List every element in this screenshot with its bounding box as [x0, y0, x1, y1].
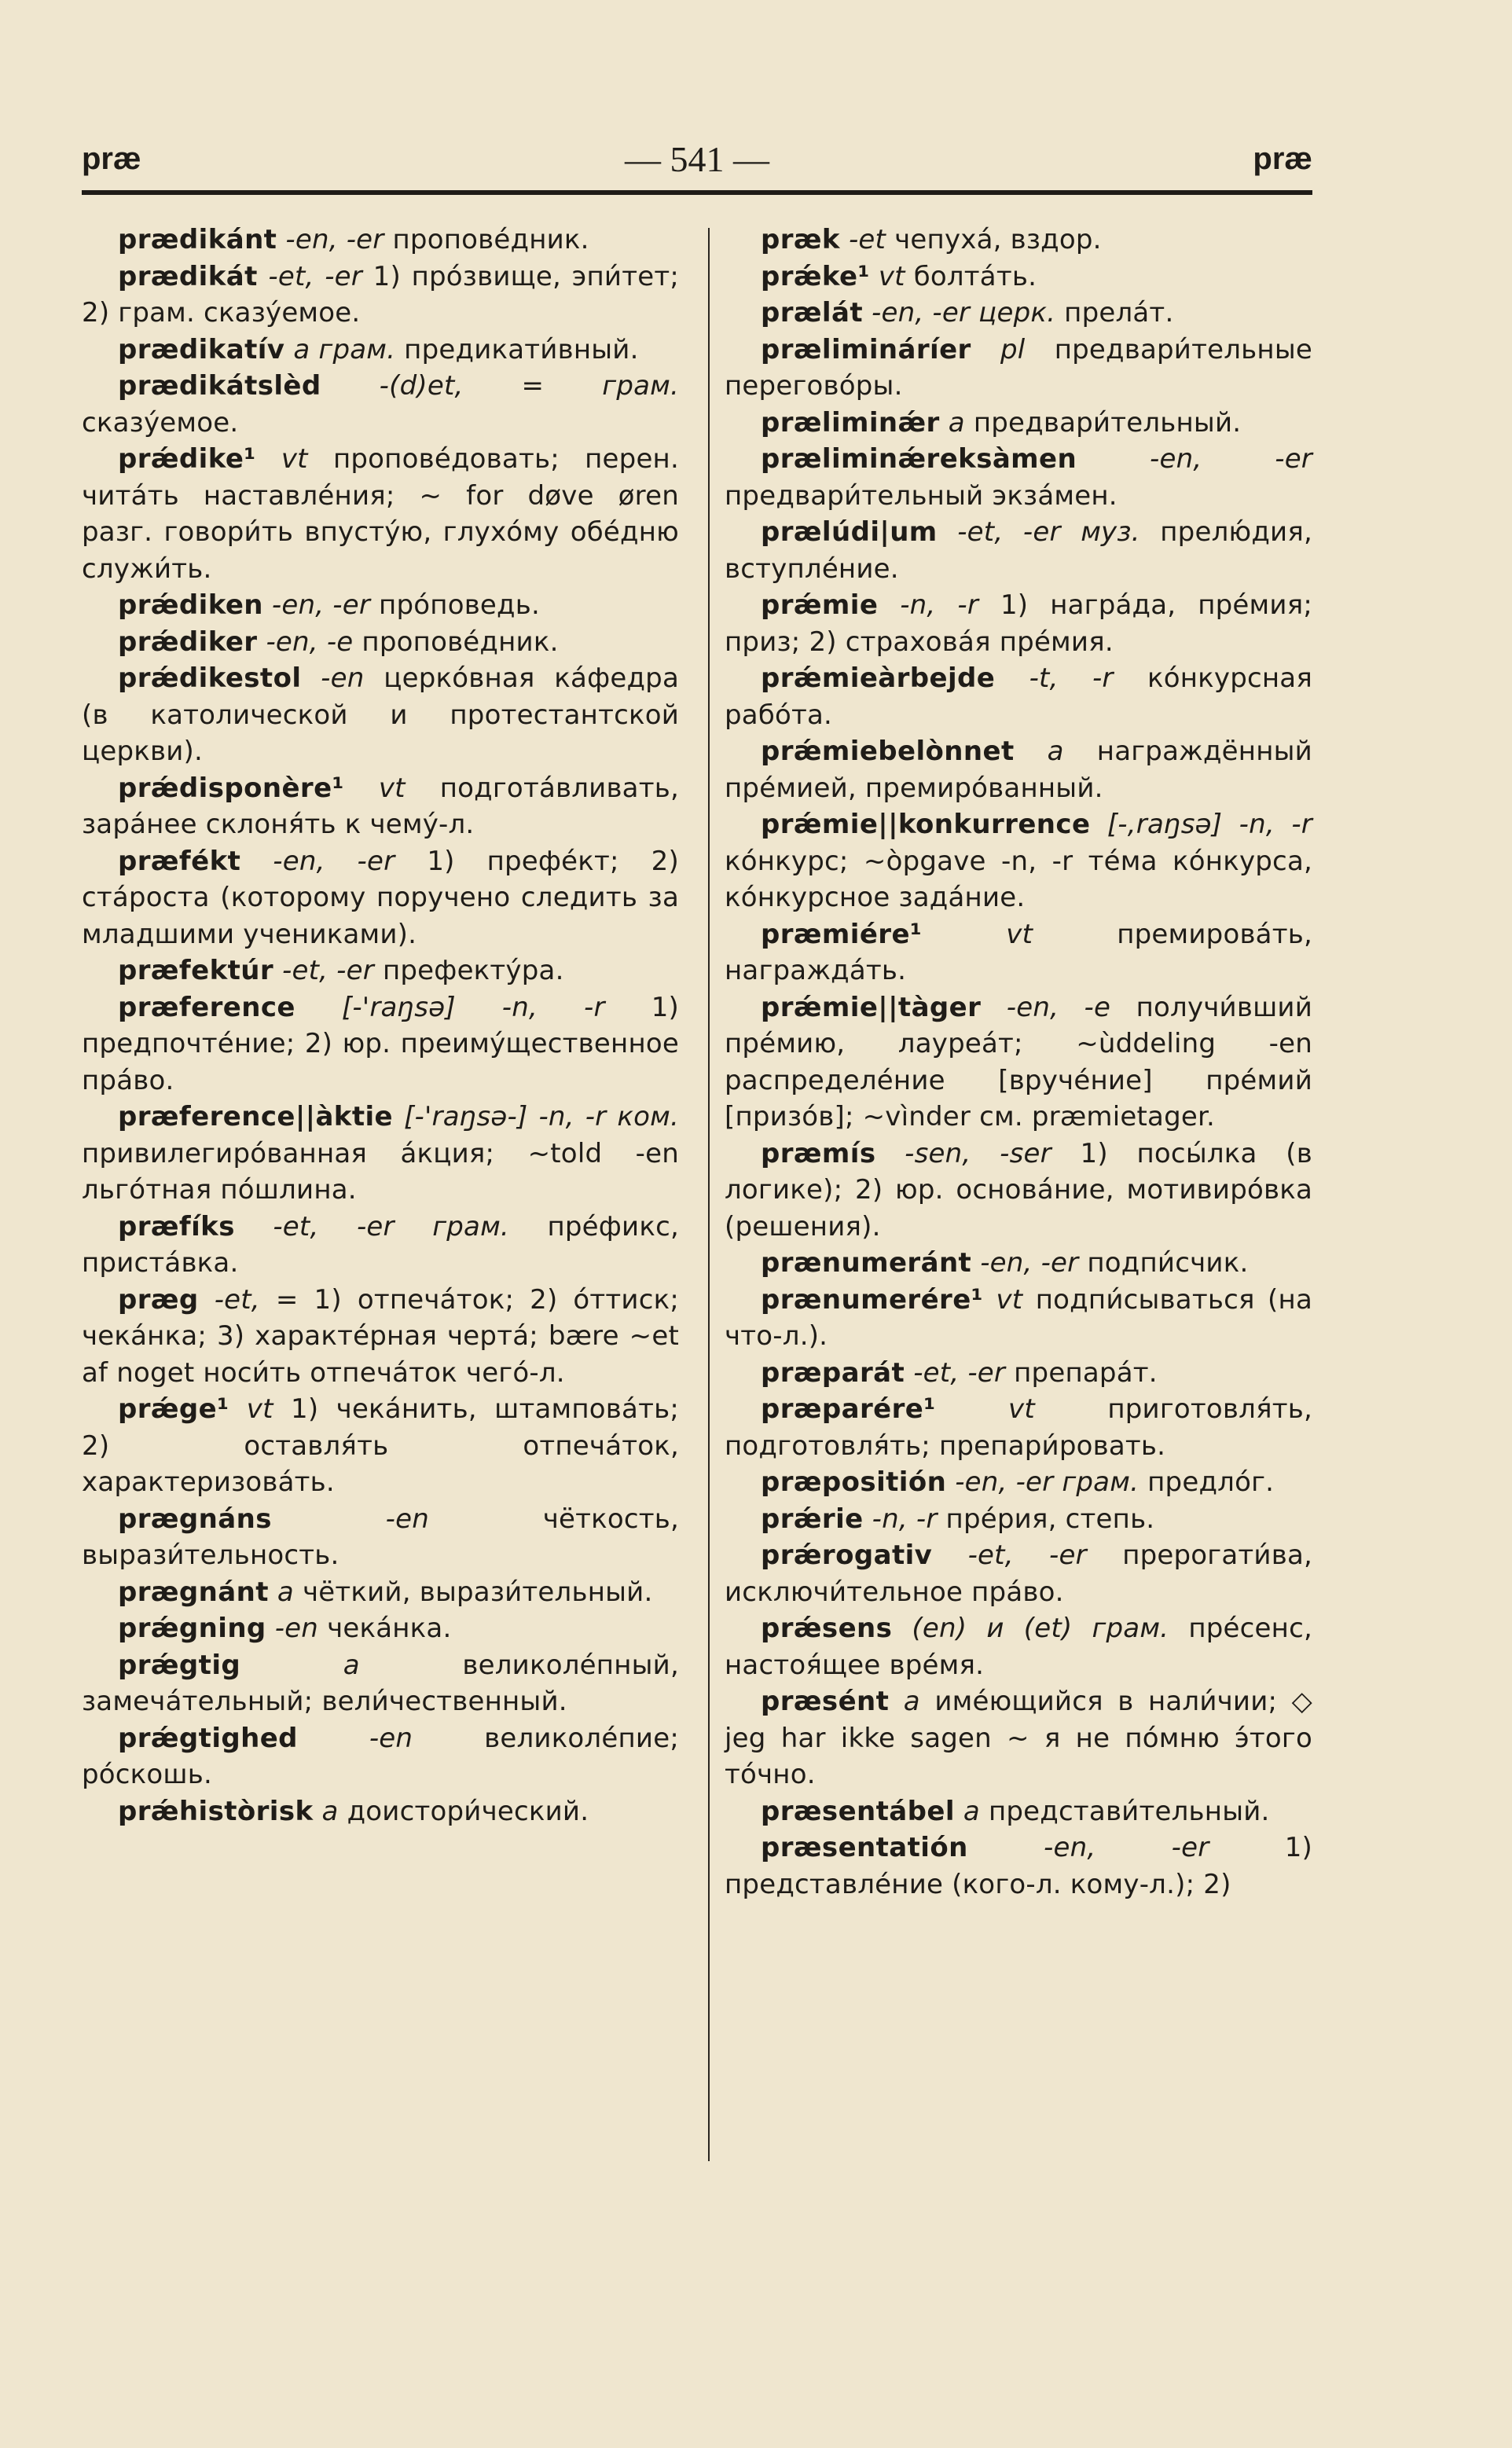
- left-guide-word: præ: [82, 141, 141, 176]
- entry-translation: предвари́тельный экза́мен.: [725, 479, 1117, 512]
- dictionary-entry: [82, 1282, 679, 1392]
- entry-translation: премирова́ть, награжда́ть.: [725, 918, 1312, 986]
- dictionary-entry: [725, 1610, 1312, 1683]
- entry-translation: доистори́ческий.: [347, 1795, 589, 1827]
- entry-grammar: -en, -er: [980, 1247, 1079, 1279]
- entry-translation: сказу́емое.: [82, 406, 239, 439]
- entry-grammar: -en, -e: [266, 626, 354, 658]
- dictionary-entry: [82, 989, 679, 1099]
- entry-translation: про́поведь.: [379, 589, 541, 621]
- entry-headword: prǽgtig: [118, 1649, 241, 1681]
- dictionary-entry: [725, 405, 1312, 442]
- entry-grammar: a: [343, 1649, 360, 1681]
- entry-headword: præmís: [761, 1137, 876, 1169]
- entry-translation: предвари́тельный.: [973, 406, 1242, 439]
- entry-translation: предло́г.: [1147, 1466, 1275, 1498]
- entry-headword: præpositión: [761, 1466, 947, 1498]
- entry-headword: præsentatión: [761, 1832, 968, 1863]
- entry-grammar: -sen, -ser: [905, 1137, 1051, 1169]
- right-guide-word: præ: [1253, 141, 1312, 176]
- entry-translation: представи́тельный.: [988, 1795, 1270, 1827]
- entry-translation: 1) про́звище, эпи́тет; 2) грам. сказу́емое.: [82, 260, 680, 328]
- entry-headword: præsént: [761, 1686, 890, 1717]
- entry-translation: привилегиро́ванная а́кция; ~told -en льго́тная по́шлина.: [82, 1137, 679, 1206]
- dictionary-entry: [725, 1391, 1312, 1464]
- entry-translation: 1) посы́лка (в логике); 2) юр. основа́ние, мотивиро́вка (решения).: [725, 1137, 1312, 1242]
- dictionary-entry: [725, 295, 1312, 332]
- entry-headword: prǽdike¹: [118, 443, 256, 475]
- entry-headword: præk: [761, 224, 840, 255]
- entry-grammar: a грам.: [293, 333, 396, 365]
- entry-headword: præfektúr: [118, 955, 274, 986]
- entry-translation: великоле́пие; ро́скошь.: [82, 1722, 679, 1790]
- entry-translation: 1) награ́да, пре́мия; приз; 2) страхова́я пре́мия.: [725, 589, 1312, 658]
- entry-translation: чёткий, вырази́тельный.: [302, 1576, 653, 1608]
- entry-headword: præparére¹: [761, 1393, 936, 1425]
- dictionary-entry: [725, 1501, 1312, 1538]
- entry-headword: prǽdiker: [118, 626, 258, 658]
- dictionary-entry: [82, 259, 679, 332]
- entry-translation: чёткость, вырази́тельность.: [82, 1503, 679, 1571]
- entry-translation: ко́нкурсная рабо́та.: [725, 662, 1312, 731]
- entry-translation: 1) чека́нить, штампова́ть; 2) оставля́ть отпеча́ток, характеризова́ть.: [82, 1393, 679, 1498]
- entry-grammar: -et, -er: [967, 1540, 1087, 1571]
- entry-headword: præfíks: [118, 1210, 235, 1242]
- entry-translation: церко́вная ка́федра (в католической и протестантской церкви).: [82, 662, 679, 767]
- entry-translation: прела́т.: [1064, 297, 1174, 328]
- entry-translation: прерогати́ва, исключи́тельное пра́во.: [725, 1540, 1312, 1608]
- entry-translation: 1) предпочте́ние; 2) юр. преиму́щественное пра́во.: [82, 991, 679, 1096]
- entry-headword: præg: [118, 1283, 199, 1316]
- entry-translation: прелю́дия, вступле́ние.: [725, 516, 1312, 585]
- entry-translation: подпи́сываться (на что-л.).: [725, 1283, 1312, 1352]
- entry-headword: prædikánt: [118, 224, 277, 255]
- entry-translation: пропове́дник.: [361, 626, 559, 658]
- entry-headword: præliminǽr: [761, 406, 940, 439]
- dictionary-entry: [725, 1683, 1312, 1793]
- entry-grammar: -n, -r: [872, 1503, 938, 1535]
- entry-headword: prǽdikestol: [118, 662, 302, 694]
- entry-grammar: -en: [385, 1503, 429, 1535]
- entry-translation: пре́фикс, приста́вка.: [82, 1210, 679, 1279]
- entry-headword: prælát: [761, 297, 863, 328]
- dictionary-entry: [82, 1099, 679, 1209]
- entry-headword: præliminǽreksàmen: [761, 443, 1077, 475]
- entry-grammar: -et, -er: [913, 1356, 1006, 1389]
- dictionary-entry: [82, 843, 679, 953]
- entry-grammar: a: [1047, 736, 1064, 767]
- entry-headword: præmiére¹: [761, 918, 923, 950]
- entry-grammar: -en: [369, 1722, 413, 1754]
- entry-headword: prǽmiebelònnet: [761, 736, 1015, 767]
- entry-headword: prǽhistòrisk: [118, 1795, 314, 1827]
- dictionary-entry: [725, 1830, 1312, 1903]
- entry-translation: 1) отпеча́ток; 2) о́ттиск; чека́нка; 3) характе́рная черта́; bære ~et af noget носи́ть отпеча́ток чего́-л.: [82, 1283, 680, 1389]
- entry-headword: prǽgtighed: [118, 1722, 298, 1754]
- entry-translation: награждённый пре́мией, премиро́ванный.: [725, 736, 1312, 804]
- entry-grammar: a: [277, 1576, 294, 1608]
- right-column: [725, 222, 1312, 1903]
- entry-headword: prælúdi|um: [761, 516, 938, 548]
- entry-headword: præparát: [761, 1356, 905, 1389]
- dictionary-entry: [725, 660, 1312, 733]
- dictionary-entry: [82, 332, 679, 369]
- entry-headword: prǽrie: [761, 1503, 864, 1535]
- entry-translation: приготовля́ть, подготовля́ть; препари́ровать.: [725, 1393, 1312, 1462]
- dictionary-entry: [82, 624, 679, 661]
- entry-grammar: a: [321, 1795, 339, 1827]
- entry-translation: име́ющийся в нали́чии; ◇ jeg har ikke sagen ~ я не по́мню э́того то́чно.: [725, 1686, 1312, 1790]
- dictionary-entry: [82, 1209, 679, 1282]
- dictionary-entry: [725, 1464, 1312, 1501]
- entry-translation: чепуха́, вздор.: [894, 224, 1102, 255]
- entry-headword: præfékt: [118, 845, 241, 877]
- entry-grammar: -en, -er: [1044, 1832, 1209, 1863]
- entry-grammar: -en: [321, 662, 365, 694]
- dictionary-entry: [725, 441, 1312, 514]
- entry-headword: prædikatív: [118, 333, 285, 365]
- entry-translation: подпи́счик.: [1087, 1247, 1249, 1279]
- dictionary-entry: [725, 1793, 1312, 1830]
- dictionary-entry: [82, 1647, 679, 1720]
- entry-grammar: -en, -er: [1149, 443, 1312, 475]
- dictionary-entry: [725, 989, 1312, 1136]
- entry-grammar: -en, -er: [273, 845, 395, 877]
- entry-headword: prǽmie||tàger: [761, 991, 982, 1023]
- entry-headword: præference: [118, 991, 295, 1023]
- entry-headword: prælimináríer: [761, 333, 971, 365]
- dictionary-entry: [82, 587, 679, 624]
- entry-headword: præsentábel: [761, 1795, 955, 1827]
- dictionary-entry: [725, 733, 1312, 806]
- entry-grammar: -et, =: [214, 1283, 299, 1316]
- entry-grammar: -n, -r: [900, 589, 979, 621]
- entry-headword: prǽdisponère¹: [118, 772, 344, 804]
- page-number: — 541 —: [625, 139, 769, 179]
- entry-translation: подгота́вливать, зара́нее склоня́ть к чему́-л.: [82, 772, 679, 840]
- dictionary-entry: [82, 1793, 679, 1830]
- dictionary-entry: [82, 660, 679, 770]
- dictionary-entry: [82, 1501, 679, 1574]
- dictionary-entry: [725, 332, 1312, 405]
- entry-headword: prǽsens: [761, 1613, 893, 1644]
- column-divider: [708, 228, 710, 2161]
- dictionary-entry: [725, 259, 1312, 295]
- entry-translation: препара́т.: [1014, 1356, 1158, 1389]
- dictionary-entry: [725, 1537, 1312, 1610]
- dictionary-entry: [82, 441, 679, 587]
- entry-headword: prǽmie: [761, 589, 879, 621]
- entry-grammar: a: [963, 1795, 980, 1827]
- dictionary-entry: [725, 514, 1312, 587]
- entry-grammar: -(d)et, = грам.: [379, 370, 680, 402]
- dictionary-entry: [82, 1720, 679, 1793]
- dictionary-entry: [82, 222, 679, 259]
- dictionary-entry: [725, 916, 1312, 989]
- dictionary-entry: [82, 952, 679, 989]
- entry-grammar: [-'raŋsə-] -n, -r ком.: [404, 1101, 679, 1132]
- entry-translation: предвари́тельные перегово́ры.: [725, 333, 1312, 402]
- entry-grammar: [-'raŋsə] -n, -r: [341, 991, 605, 1023]
- entry-translation: предикати́вный.: [404, 333, 639, 365]
- entry-grammar: vt: [1006, 918, 1033, 950]
- entry-headword: prǽmieàrbejde: [761, 662, 996, 694]
- dictionary-entry: [82, 770, 679, 843]
- entry-translation: ко́нкурс; ~òpgave -n, -r те́ма ко́нкурса, ко́нкурсное зада́ние.: [725, 845, 1312, 913]
- entry-grammar: vt: [996, 1283, 1023, 1316]
- entry-grammar: (en) и (et) грам.: [912, 1613, 1169, 1644]
- entry-translation: пре́сенс, настоя́щее вре́мя.: [725, 1613, 1312, 1681]
- entry-translation: пропове́довать; перен. чита́ть наставле́ния; ~ for døve øren разг. говори́ть впусту́ю, глухо́му обе́дню служи́ть.: [82, 443, 679, 585]
- entry-grammar: vt: [378, 772, 406, 804]
- entry-headword: prǽdiken: [118, 589, 263, 621]
- entry-grammar: a: [903, 1686, 920, 1717]
- dictionary-entry: [725, 1136, 1312, 1246]
- entry-headword: prǽge¹: [118, 1393, 229, 1425]
- entry-grammar: vt: [878, 260, 905, 292]
- entry-headword: prædikát: [118, 260, 258, 292]
- entry-headword: præference||àktie: [118, 1101, 393, 1132]
- entry-grammar: -en, -er: [285, 224, 384, 255]
- entry-grammar: pl: [1000, 333, 1026, 365]
- entry-grammar: -en, -er: [271, 589, 371, 621]
- entry-grammar: -en, -er церк.: [872, 297, 1056, 328]
- entry-headword: prænumerére¹: [761, 1283, 983, 1316]
- entry-translation: пре́рия, степь.: [945, 1503, 1155, 1535]
- entry-headword: prægnáns: [118, 1503, 272, 1535]
- entry-headword: prǽrogativ: [761, 1540, 933, 1571]
- entry-translation: префекту́ра.: [382, 955, 564, 986]
- entry-grammar: -et, -er грам.: [273, 1210, 509, 1242]
- entry-headword: prædikátslèd: [118, 370, 321, 402]
- entry-grammar: -et, -er муз.: [957, 516, 1140, 548]
- dictionary-entry: [725, 1282, 1312, 1355]
- left-column: [82, 222, 679, 1830]
- dictionary-entry: [725, 222, 1312, 259]
- entry-grammar: -et, -er: [282, 955, 374, 986]
- entry-translation: болта́ть.: [913, 260, 1037, 292]
- entry-translation: получи́вший пре́мию, лауреа́т; ~ùddeling -en распределе́ние [вруче́ние] пре́мий [призо́в]; ~vìnder см. præmietager.: [725, 991, 1312, 1132]
- entry-translation: великоле́пный, замеча́тельный; вели́чественный.: [82, 1649, 679, 1717]
- dictionary-entry: [725, 1245, 1312, 1282]
- dictionary-entry: [725, 806, 1312, 916]
- entry-translation: 1) префе́кт; 2) ста́роста (которому поручено следить за младшими учениками).: [82, 845, 679, 950]
- entry-headword: prægnánt: [118, 1576, 269, 1608]
- dictionary-entry: [725, 587, 1312, 660]
- entry-grammar: [-,raŋsə] -n, -r: [1106, 809, 1312, 840]
- dictionary-entry: [82, 1574, 679, 1611]
- entry-grammar: -en: [274, 1613, 319, 1644]
- dictionary-entry: [82, 368, 679, 441]
- entry-grammar: vt: [1008, 1393, 1035, 1425]
- entry-grammar: -et, -er: [268, 260, 362, 292]
- entry-translation: 1) представле́ние (кого-л. кому-л.); 2): [725, 1832, 1312, 1900]
- entry-grammar: -et: [848, 224, 886, 255]
- entry-grammar: -t, -r: [1029, 662, 1114, 694]
- running-head: [82, 138, 1312, 185]
- entry-translation: пропове́дник.: [392, 224, 589, 255]
- entry-headword: prǽgning: [118, 1613, 266, 1644]
- entry-headword: prænumeránt: [761, 1247, 972, 1279]
- dictionary-entry: [82, 1610, 679, 1647]
- entry-grammar: a: [948, 406, 965, 439]
- entry-grammar: vt: [281, 443, 308, 475]
- dictionary-entry: [725, 1355, 1312, 1392]
- entry-headword: prǽke¹: [761, 260, 870, 292]
- entry-grammar: vt: [246, 1393, 273, 1425]
- entry-grammar: -en, -e: [1006, 991, 1111, 1023]
- entry-grammar: -en, -er грам.: [955, 1466, 1140, 1498]
- entry-translation: чека́нка.: [327, 1613, 452, 1644]
- dictionary-entry: [82, 1391, 679, 1501]
- entry-headword: prǽmie||konkurrence: [761, 809, 1091, 840]
- header-rule: [82, 190, 1312, 195]
